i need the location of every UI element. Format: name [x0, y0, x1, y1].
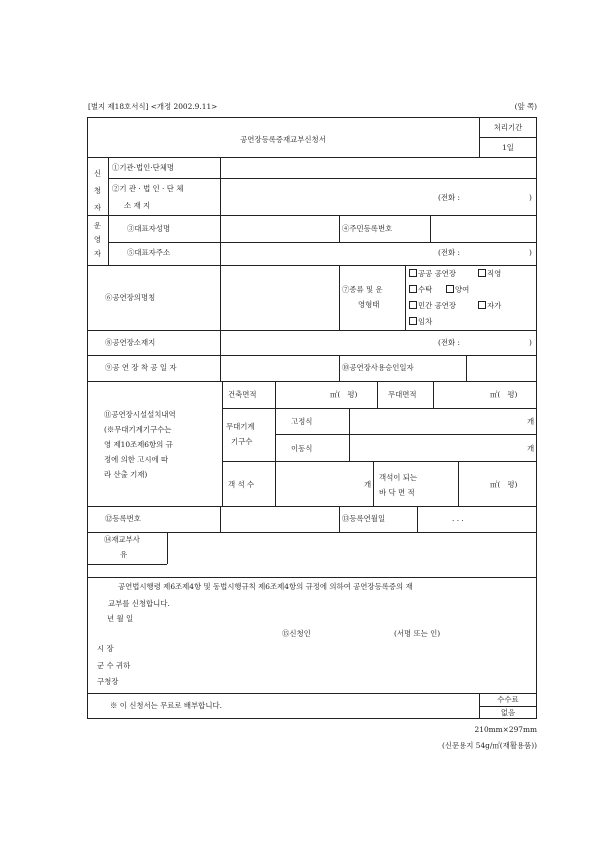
- statement-line-2: 교부를 신청합니다.: [108, 599, 170, 608]
- unit-fixed: 개: [527, 417, 535, 426]
- checkbox-direct[interactable]: [478, 269, 486, 277]
- phone-close-2: ): [529, 248, 532, 257]
- label-venue-location: ⑧공연장소재지: [105, 338, 156, 347]
- signature-label: (서명 또는 인): [394, 629, 441, 638]
- option-consigned[interactable]: 수탁: [409, 285, 432, 293]
- statement-date: 년 월 일: [107, 614, 134, 623]
- phone-label-3: (전화 :: [438, 338, 461, 347]
- unit-building-area: ㎡( 평): [330, 390, 358, 399]
- label-reissue-reason: ⑭재교부사: [104, 535, 140, 544]
- label-organization-name: ①기관·법인·단체명: [112, 163, 175, 172]
- phone-label-2: (전화 :: [438, 248, 461, 257]
- label-approval-date: ⑩공연장사용승인일자: [342, 363, 414, 372]
- processing-value: 1일: [502, 143, 514, 152]
- phone-close: ): [529, 193, 532, 202]
- label-stage-machine-2: 기구수: [231, 437, 253, 446]
- recipient-mayor: 시 장: [97, 644, 114, 653]
- label-fixed: 고정식: [291, 417, 313, 426]
- option-owned[interactable]: 자가: [478, 301, 501, 309]
- unit-seats: 개: [364, 480, 372, 489]
- paper-spec: (신문용지 54g/㎡(재활용품)): [441, 741, 537, 750]
- unit-floor-area: ㎡( 평): [490, 480, 518, 489]
- option-private-venue[interactable]: 민간 공연장: [409, 301, 456, 309]
- phone-close-3: ): [529, 338, 532, 347]
- label-seats: 객 석 수: [228, 480, 255, 489]
- label-organization-address-2: 소 재 지: [124, 201, 151, 210]
- statement-line-1: 공연법시행령 제6조제4항 및 동법시행규칙 제6조제4항의 규정에 의하여 공연장등록증의 재: [118, 582, 413, 591]
- applicant-label: ⑮신청인: [282, 629, 311, 638]
- label-construction-start: ⑨공 연 장 착 공 일 자: [105, 363, 177, 372]
- checkbox-transfer[interactable]: [446, 285, 454, 293]
- label-reissue-reason-2: 유: [120, 550, 128, 559]
- label-mobile: 이동식: [291, 444, 313, 453]
- label-resident-number: ④주민등록번호: [342, 224, 393, 233]
- option-transfer[interactable]: 양여: [446, 285, 469, 293]
- option-public-venue[interactable]: 공공 공연장: [409, 269, 456, 277]
- label-floor-area-2: 바 닥 면 적: [379, 488, 415, 497]
- checkbox-consigned[interactable]: [409, 285, 417, 293]
- label-facility-details: ⑪공연장시설설치내역 (※무대기계기구수는 영 제10조제6항의 규 정에 의한 고시에 따 라 산출 기재): [104, 410, 176, 479]
- label-stage-area: 무대면적: [388, 390, 417, 399]
- checkbox-private[interactable]: [409, 301, 417, 309]
- label-stage-machine: 무대기계: [226, 422, 255, 431]
- label-organization-address: ②기 관 · 법 인 · 단 체: [112, 184, 184, 193]
- label-registration-number: ⑫등록번호: [105, 514, 141, 523]
- registration-date-dots: . . .: [452, 514, 464, 523]
- checkbox-leased[interactable]: [409, 317, 417, 325]
- option-direct[interactable]: 직영: [478, 269, 501, 277]
- free-distribution-note: ※ 이 신청서는 무료로 배부합니다.: [110, 701, 222, 710]
- form-title: 공연장등록증재교부신청서: [240, 135, 326, 144]
- recipient-county: 군 수 귀하: [97, 661, 131, 670]
- label-representative-name: ③대표자성명: [127, 224, 171, 233]
- checkbox-owned[interactable]: [478, 301, 486, 309]
- label-venue-name: ⑥공연장의명칭: [105, 293, 156, 302]
- label-registration-date: ⑬등록연월일: [342, 514, 386, 523]
- label-building-area: 건축면적: [228, 390, 257, 399]
- option-leased[interactable]: 임차: [409, 317, 432, 325]
- paper-size: 210mm×297mm: [474, 725, 537, 734]
- group-applicant: 신청자: [93, 169, 102, 212]
- fee-value: 없음: [500, 708, 516, 717]
- phone-label: (전화 :: [438, 193, 461, 202]
- label-floor-area: 객석이 되는: [379, 473, 418, 482]
- label-type-operation-2: 영형태: [358, 300, 380, 309]
- processing-label: 처리기간: [493, 123, 523, 132]
- page-side: (앞 쪽): [514, 102, 537, 111]
- unit-stage-area: ㎡( 평): [490, 390, 518, 399]
- unit-mobile: 개: [527, 444, 535, 453]
- recipient-district: 구청장: [97, 677, 119, 686]
- label-representative-address: ⑤대표자주소: [127, 248, 171, 257]
- form-id: [별지 제18호서식] <개정 2002.9.11>: [88, 102, 218, 111]
- group-operator: 운영자: [93, 221, 102, 258]
- fee-label: 수수료: [497, 695, 519, 704]
- label-type-operation: ⑦종류 및 운: [342, 285, 383, 294]
- checkbox-public[interactable]: [409, 269, 417, 277]
